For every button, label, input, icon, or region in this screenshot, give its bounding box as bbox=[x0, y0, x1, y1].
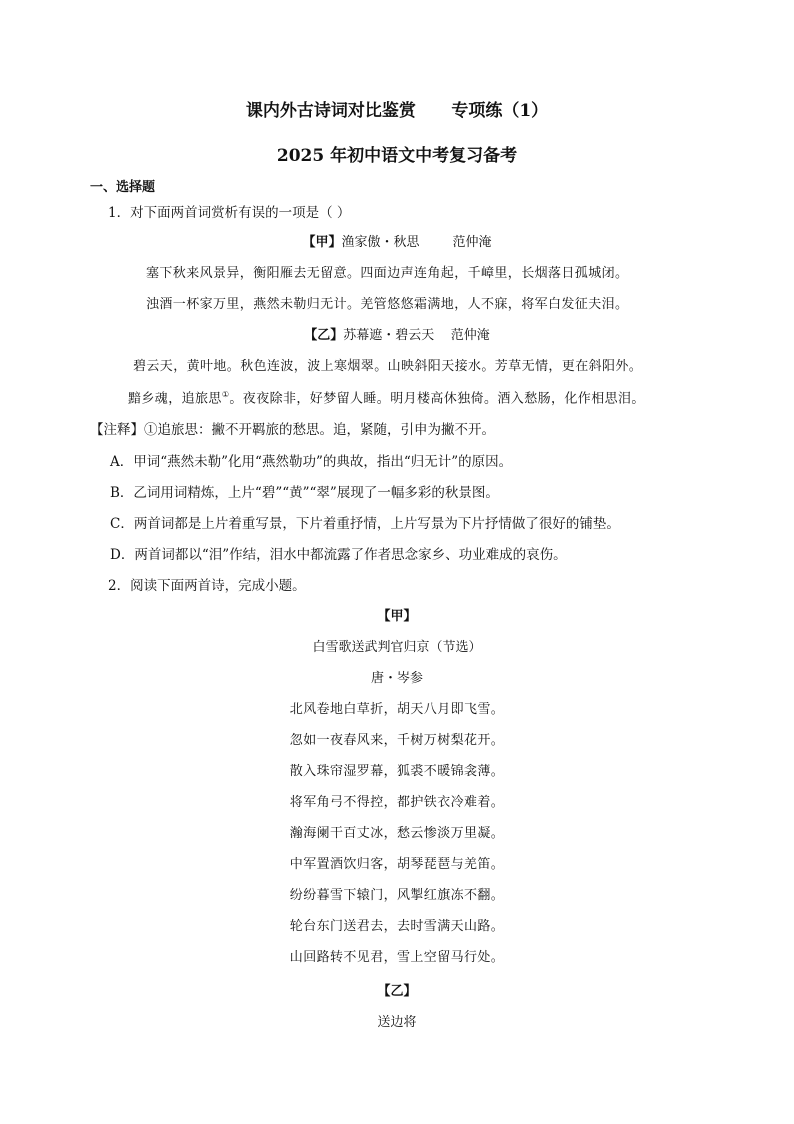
q1-poem-b-heading bbox=[0, 328, 794, 344]
q2-poem-a-author: 唐・岑参 bbox=[370, 671, 423, 686]
section-heading: 一、选择题 bbox=[90, 180, 156, 195]
q1-poem-b-bracket: 【乙】 bbox=[304, 328, 344, 343]
q1-poem-b-line-2-part-2: 。夜夜除非，好梦留人睡。明月楼高休独倚。酒入愁肠，化作相思泪。 bbox=[229, 391, 645, 407]
q2-poem-a-line-6: 中军置酒饮归客，胡琴琵琶与羌笛。 bbox=[289, 857, 505, 872]
q1-poem-a-line-1: 塞下秋来风景异，衡阳雁去无留意。四面边声连角起，千嶂里，长烟落日孤城闭。 bbox=[146, 266, 629, 281]
q1-option-c: C．两首词都是上片着重写景，下片着重抒情，上片写景为下片抒情做了很好的铺垫。 bbox=[110, 516, 620, 532]
page-title: 课内外古诗词对比鉴赏 专项练（1） bbox=[245, 101, 549, 121]
annotation-label: 【注释】 bbox=[90, 422, 144, 438]
q1-poem-a-title: 渔家傲・秋思 范仲淹 bbox=[341, 235, 492, 250]
q2-poem-a-title: 白雪歌送武判官归京（节选） bbox=[312, 640, 482, 655]
q1-option-a: A．甲词“燕然未勒”化用“燕然勒功”的典故，指出“归无计”的原因。 bbox=[110, 454, 513, 470]
q2-poem-a-line-2: 忽如一夜春风来，千树万树梨花开。 bbox=[289, 733, 505, 748]
q1-poem-b-line-1: 碧云天，黄叶地。秋色连波，波上寒烟翠。山映斜阳天接水。芳草无情，更在斜阳外。 bbox=[133, 359, 643, 374]
q1-annotation bbox=[90, 422, 495, 438]
q2-poem-b-bracket: 【乙】 bbox=[377, 984, 417, 999]
question-2-stem: 2．阅读下面两首诗，完成小题。 bbox=[108, 578, 306, 594]
q1-poem-b-line-2-part-1: 黯乡魂，追旅思 bbox=[128, 391, 222, 407]
q2-poem-a-line-9: 山回路转不见君，雪上空留马行处。 bbox=[289, 950, 505, 965]
q2-poem-b-title: 送边将 bbox=[377, 1015, 417, 1030]
q2-poem-a-line-3: 散入珠帘湿罗幕，狐裘不暖锦衾薄。 bbox=[289, 764, 505, 779]
q2-poem-a-bracket: 【甲】 bbox=[377, 609, 417, 624]
q1-poem-a-bracket: 【甲】 bbox=[302, 235, 342, 250]
annotation-text: ①追旅思：撇不开羁旅的愁思。追，紧随，引申为撇不开。 bbox=[144, 422, 495, 438]
page-subtitle: 2025 年初中语文中考复习备考 bbox=[276, 146, 518, 166]
question-1-stem: 1．对下面两首词赏析有误的一项是（ ） bbox=[108, 205, 351, 221]
footnote-marker: ① bbox=[221, 390, 230, 399]
q1-poem-a-heading bbox=[0, 235, 794, 251]
q2-poem-a-line-7: 纷纷暮雪下辕门，风掣红旗冻不翻。 bbox=[289, 888, 505, 903]
q2-poem-a-line-5: 瀚海阑干百丈冰，愁云惨淡万里凝。 bbox=[289, 826, 505, 841]
q1-poem-b-line-2 bbox=[128, 390, 645, 407]
q2-poem-a-line-1: 北风卷地白草折，胡天八月即飞雪。 bbox=[289, 702, 505, 717]
q1-poem-a-line-2: 浊酒一杯家万里，燕然未勒归无计。羌管悠悠霜满地，人不寐，将军白发征夫泪。 bbox=[146, 297, 629, 312]
q1-poem-b-title: 苏幕遮・碧云天 范仲淹 bbox=[343, 328, 490, 343]
q2-poem-a-line-8: 轮台东门送君去，去时雪满天山路。 bbox=[289, 919, 505, 934]
q1-option-d: D．两首词都以“泪”作结，泪水中都流露了作者思念家乡、功业难成的哀伤。 bbox=[110, 547, 567, 563]
q1-option-b: B．乙词用词精炼，上片“碧”“黄”“翠”展现了一幅多彩的秋景图。 bbox=[110, 485, 499, 501]
q2-poem-a-line-4: 将军角弓不得控，都护铁衣冷难着。 bbox=[289, 795, 505, 810]
